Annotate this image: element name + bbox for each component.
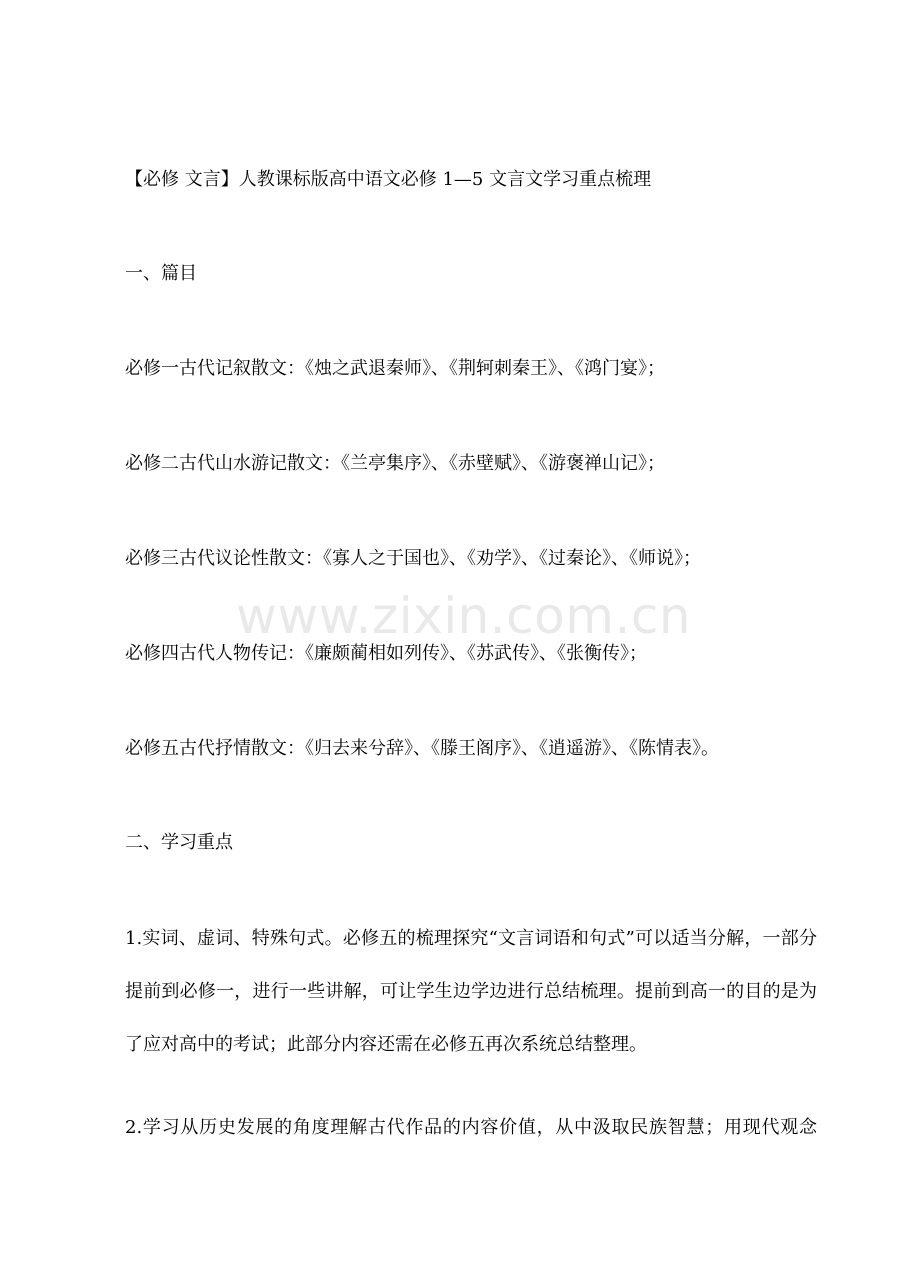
section-heading-key-points: 二、学习重点 [125, 832, 233, 853]
list-item: 必修五古代抒情散文：《归去来兮辞》、《滕王阁序》、《逍遥游》、《陈情表》。 [125, 738, 719, 759]
paragraph: 1.实词、虚词、特殊句式。必修五的梳理探究“文言词语和句式”可以适当分解，一部分提前到必修一，进行一些讲解，可让学生边学边进行总结梳理。提前到高一的目的是为了应对高中的考试；此部分内容还需在必修五再次系统总结整理。 [125, 928, 817, 1055]
watermark: www.zixin.com.cn [236, 587, 692, 645]
list-item: 必修四古代人物传记：《廉颇蔺相如列传》、《苏武传》、《张衡传》； [125, 643, 647, 664]
list-item: 必修一古代记叙散文：《烛之武退秦师》、《荆轲刺秦王》、《鸿门宴》； [125, 358, 665, 379]
list-item: 必修三古代议论性散文：《寡人之于国也》、《劝学》、《过秦论》、《师说》； [125, 548, 701, 569]
paragraph: 2.学习从历史发展的角度理解古代作品的内容价值，从中汲取民族智慧；用现代观念 [125, 1117, 817, 1138]
document-title: 【必修 文言】人教课标版高中语文必修 1—5 文言文学习重点梳理 [125, 169, 652, 190]
list-item: 必修二古代山水游记散文：《兰亭集序》、《赤壁赋》、《游褒禅山记》； [125, 453, 665, 474]
section-heading-contents: 一、篇目 [125, 263, 197, 284]
